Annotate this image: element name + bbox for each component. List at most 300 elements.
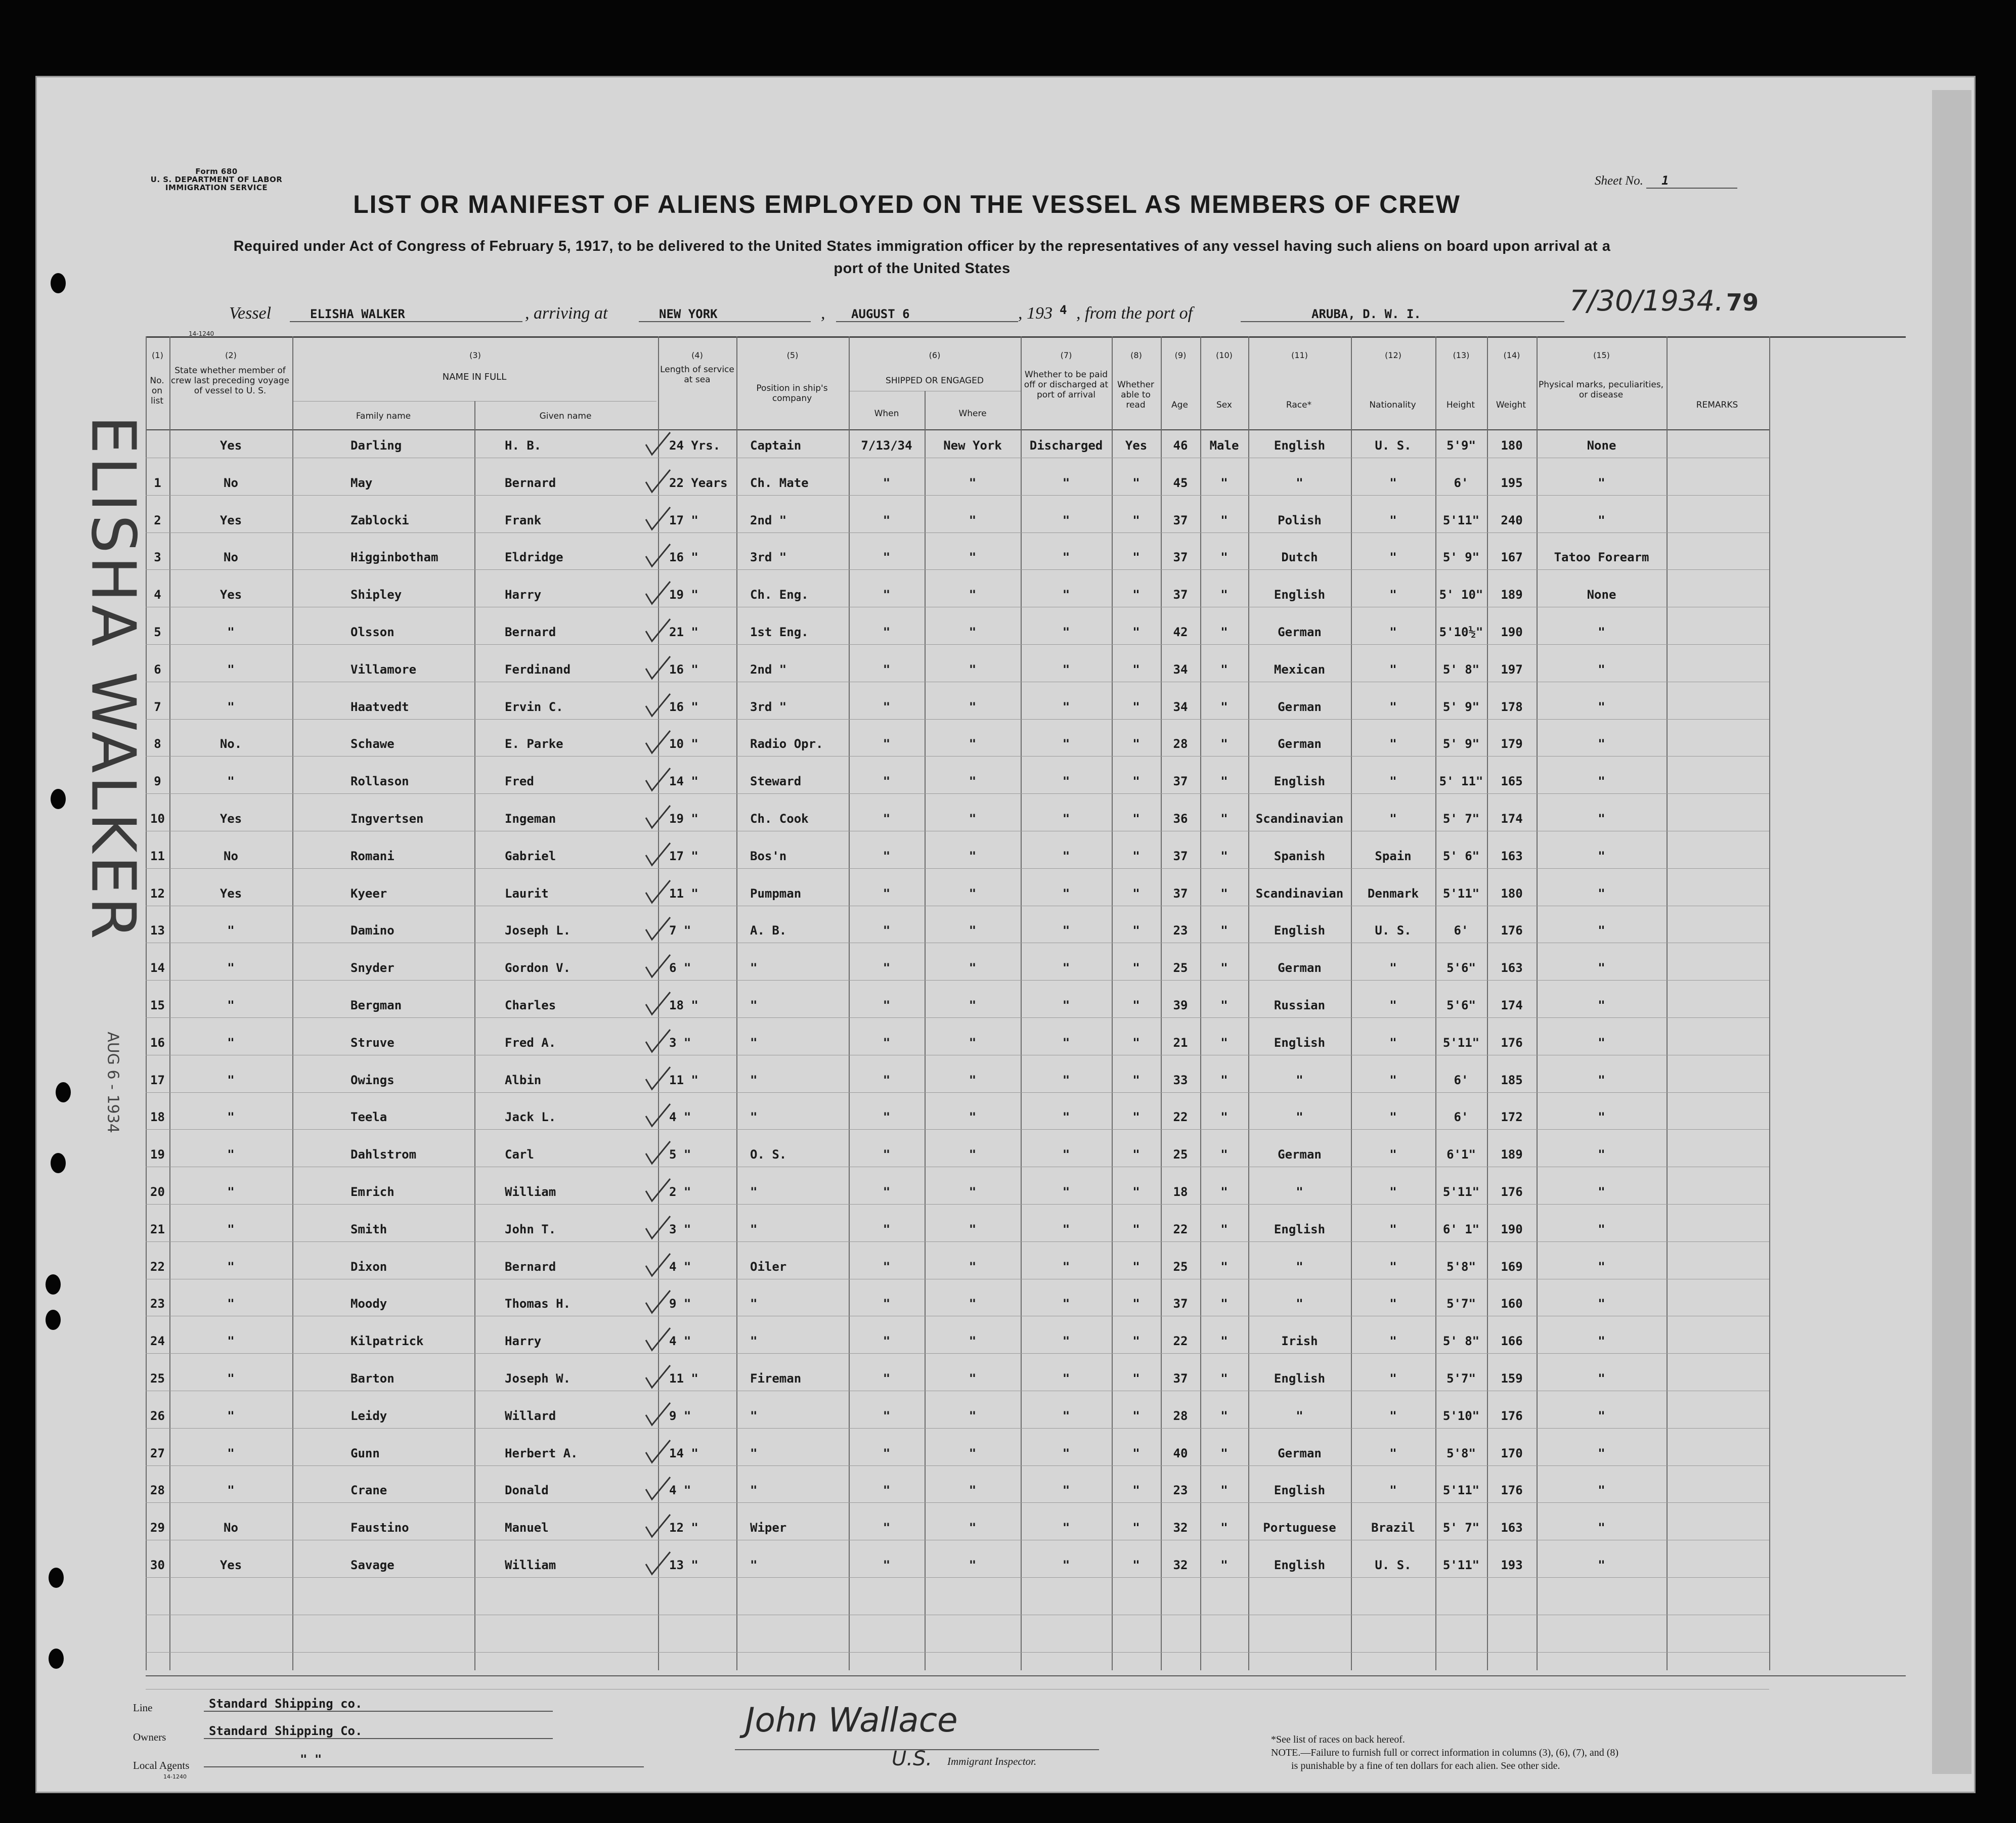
cell-able-to-read: ": [1132, 699, 1140, 714]
cell-family-name: Damino: [350, 923, 395, 938]
header-sex: Sex: [1216, 400, 1232, 410]
manifest-sheet: [35, 76, 1976, 1793]
cell-position: Pumpman: [750, 886, 802, 901]
cell-shipped-when: ": [883, 662, 891, 677]
cell-physical-marks: ": [1598, 1185, 1605, 1199]
cell-physical-marks: ": [1598, 998, 1605, 1012]
cell-paid-off: ": [1062, 849, 1070, 863]
cell-race: German: [1278, 699, 1322, 714]
row-line: [146, 495, 1769, 496]
cell-height: 5'11": [1442, 886, 1480, 901]
cell-row-number: 4: [154, 588, 161, 602]
cell-able-to-read: ": [1132, 886, 1140, 901]
cell-able-to-read: ": [1132, 998, 1140, 1012]
cell-position: 2nd ": [750, 662, 787, 677]
cell-shipped-when: ": [883, 588, 891, 602]
cell-row-number: 25: [150, 1371, 165, 1386]
cell-height: 5' 8": [1442, 1334, 1480, 1349]
cell-previous-voyage: ": [227, 1297, 235, 1311]
column-number: (11): [1291, 350, 1308, 360]
column-line: [1667, 336, 1668, 1670]
cell-sex: ": [1220, 1222, 1228, 1236]
cell-age: 28: [1173, 1408, 1188, 1423]
form-small-bottom: 14-1240: [163, 1773, 187, 1780]
cell-race: Scandinavian: [1255, 812, 1344, 826]
cell-family-name: Kilpatrick: [350, 1334, 424, 1349]
cell-position: Radio Opr.: [750, 737, 823, 751]
agents-label: Local Agents: [133, 1759, 190, 1771]
service-name: IMMIGRATION SERVICE: [165, 183, 268, 192]
cell-shipped-when: ": [883, 1371, 891, 1386]
cell-weight: 172: [1501, 1110, 1523, 1125]
cell-height: 5'7": [1447, 1297, 1476, 1311]
cell-position: Steward: [750, 774, 802, 789]
cell-race: German: [1278, 737, 1322, 751]
cell-position: Captain: [750, 438, 802, 453]
cell-family-name: Villamore: [350, 662, 417, 677]
cell-able-to-read: ": [1132, 1110, 1140, 1125]
cell-family-name: Smith: [350, 1222, 387, 1236]
cell-paid-off: ": [1062, 1483, 1070, 1498]
cell-previous-voyage: ": [227, 961, 235, 975]
cell-shipped-where: ": [969, 923, 977, 938]
cell-previous-voyage: Yes: [220, 438, 242, 453]
cell-age: 42: [1173, 625, 1188, 639]
cell-nationality: ": [1389, 961, 1397, 975]
cell-family-name: Haatvedt: [350, 699, 409, 714]
header-where: Where: [958, 409, 987, 419]
cell-height: 6': [1454, 923, 1469, 938]
cell-position: Ch. Mate: [750, 475, 809, 490]
cell-family-name: Darling: [350, 438, 402, 453]
cell-age: 28: [1173, 737, 1188, 751]
cell-family-name: Emrich: [350, 1185, 395, 1199]
cell-shipped-when: ": [883, 886, 891, 901]
cell-race: English: [1274, 1035, 1326, 1050]
cell-height: 5' 7": [1442, 1521, 1480, 1535]
column-line: [1769, 336, 1770, 1670]
cell-length-of-service: 4 ": [669, 1259, 691, 1274]
cell-position: 3rd ": [750, 699, 787, 714]
cell-sex: ": [1220, 1483, 1228, 1498]
header-no-on-list: No. on list: [150, 376, 164, 406]
inspector-signature: John Wallace: [745, 1701, 958, 1740]
cell-race: Dutch: [1281, 550, 1318, 565]
cell-shipped-when: ": [883, 1035, 891, 1050]
cell-nationality: ": [1389, 1408, 1397, 1423]
check-mark-icon: [643, 766, 672, 792]
cell-height: 5'8": [1447, 1259, 1476, 1274]
cell-able-to-read: ": [1132, 475, 1140, 490]
cell-length-of-service: 16 ": [669, 662, 698, 677]
cell-position: ": [750, 1558, 758, 1572]
cell-family-name: Struve: [350, 1035, 395, 1050]
cell-row-number: 5: [154, 625, 161, 639]
cell-length-of-service: 22 Years: [669, 475, 728, 490]
cell-age: 37: [1173, 513, 1188, 527]
cell-given-name: Frank: [505, 513, 542, 527]
cell-sex: ": [1220, 588, 1228, 602]
cell-given-name: Joseph W.: [505, 1371, 571, 1386]
cell-previous-voyage: Yes: [220, 812, 242, 826]
check-mark-icon: [643, 1326, 672, 1352]
cell-physical-marks: Tatoo Forearm: [1554, 550, 1649, 565]
cell-able-to-read: ": [1132, 923, 1140, 938]
check-mark-icon: [643, 580, 672, 606]
cell-height: 5' 10": [1439, 588, 1483, 602]
cell-position: Ch. Cook: [750, 812, 809, 826]
cell-age: 37: [1173, 550, 1188, 565]
cell-nationality: ": [1389, 1371, 1397, 1386]
cell-length-of-service: 2 ": [669, 1185, 691, 1199]
cell-age: 23: [1173, 1483, 1188, 1498]
cell-previous-voyage: ": [227, 1408, 235, 1423]
cell-height: 5' 9": [1442, 550, 1480, 565]
column-number: (3): [469, 350, 481, 360]
cell-paid-off: ": [1062, 1558, 1070, 1572]
cell-nationality: ": [1389, 1073, 1397, 1087]
page-title: LIST OR MANIFEST OF ALIENS EMPLOYED ON THE VESSEL AS MEMBERS OF CREW: [353, 190, 1461, 218]
cell-paid-off: ": [1062, 662, 1070, 677]
cell-given-name: Ervin C.: [505, 699, 563, 714]
cell-age: 36: [1173, 812, 1188, 826]
cell-sex: ": [1220, 1446, 1228, 1460]
margin-stamp-date: AUG 6 - 1934: [104, 1032, 122, 1133]
cell-sex: ": [1220, 812, 1228, 826]
row-line: [146, 1465, 1769, 1466]
cell-shipped-where: ": [969, 1483, 977, 1498]
inspector-prefix: U.S.: [892, 1747, 933, 1770]
cell-height: 5'10½": [1439, 625, 1483, 639]
cell-sex: ": [1220, 475, 1228, 490]
cell-given-name: Manuel: [505, 1521, 549, 1535]
cell-paid-off: ": [1062, 1222, 1070, 1236]
cell-previous-voyage: ": [227, 998, 235, 1012]
column-number: (12): [1385, 350, 1401, 360]
cell-physical-marks: None: [1587, 438, 1616, 453]
cell-weight: 180: [1501, 438, 1523, 453]
row-line: [146, 1017, 1769, 1018]
cell-physical-marks: None: [1587, 588, 1616, 602]
cell-previous-voyage: Yes: [220, 513, 242, 527]
cell-shipped-when: ": [883, 1334, 891, 1349]
cell-row-number: 2: [154, 513, 161, 527]
cell-nationality: ": [1389, 812, 1397, 826]
cell-physical-marks: ": [1598, 1259, 1605, 1274]
cell-sex: ": [1220, 1185, 1228, 1199]
cell-height: 5'11": [1442, 1558, 1480, 1572]
cell-row-number: 20: [150, 1185, 165, 1199]
cell-given-name: Laurit: [505, 886, 549, 901]
cell-age: 25: [1173, 1259, 1188, 1274]
cell-weight: 170: [1501, 1446, 1523, 1460]
line-label: Line: [133, 1702, 153, 1714]
cell-age: 23: [1173, 923, 1188, 938]
cell-family-name: Faustino: [350, 1521, 409, 1535]
cell-weight: 195: [1501, 475, 1523, 490]
cell-weight: 240: [1501, 513, 1523, 527]
cell-weight: 160: [1501, 1297, 1523, 1311]
cell-sex: ": [1220, 513, 1228, 527]
cell-shipped-where: ": [969, 886, 977, 901]
cell-nationality: ": [1389, 1334, 1397, 1349]
cell-sex: ": [1220, 1334, 1228, 1349]
check-mark-icon: [643, 1401, 672, 1427]
cell-paid-off: ": [1062, 774, 1070, 789]
cell-row-number: 11: [150, 849, 165, 863]
cell-position: ": [750, 998, 758, 1012]
cell-shipped-where: ": [969, 1521, 977, 1535]
cell-physical-marks: ": [1598, 1073, 1605, 1087]
cell-shipped-where: ": [969, 588, 977, 602]
cell-physical-marks: ": [1598, 849, 1605, 863]
cell-paid-off: ": [1062, 961, 1070, 975]
cell-row-number: 8: [154, 737, 161, 751]
cell-paid-off: ": [1062, 1521, 1070, 1535]
check-mark-icon: [643, 505, 672, 531]
header-race: Race*: [1286, 400, 1312, 410]
cell-previous-voyage: ": [227, 625, 235, 639]
cell-shipped-where: ": [969, 1408, 977, 1423]
column-number: (15): [1593, 350, 1610, 360]
cell-shipped-where: ": [969, 1035, 977, 1050]
cell-previous-voyage: ": [227, 923, 235, 938]
cell-race: ": [1296, 1408, 1303, 1423]
cell-nationality: ": [1389, 1483, 1397, 1498]
cell-nationality: Spain: [1375, 849, 1412, 863]
cell-able-to-read: ": [1132, 662, 1140, 677]
cell-paid-off: ": [1062, 1371, 1070, 1386]
cell-length-of-service: 4 ": [669, 1334, 691, 1349]
cell-physical-marks: ": [1598, 886, 1605, 901]
cell-age: 45: [1173, 475, 1188, 490]
cell-shipped-where: ": [969, 812, 977, 826]
cell-sex: ": [1220, 1110, 1228, 1125]
cell-row-number: 1: [154, 475, 161, 490]
cell-weight: 176: [1501, 1035, 1523, 1050]
cell-given-name: Bernard: [505, 475, 556, 490]
cell-row-number: 14: [150, 961, 165, 975]
column-number: (4): [691, 350, 703, 360]
year-suffix: 4: [1060, 303, 1067, 317]
cell-able-to-read: Yes: [1125, 438, 1148, 453]
cell-family-name: Kyeer: [350, 886, 387, 901]
cell-shipped-where: ": [969, 1110, 977, 1125]
check-mark-icon: [643, 1513, 672, 1539]
cell-weight: 165: [1501, 774, 1523, 789]
binder-hole: [51, 1153, 66, 1173]
cell-row-number: 23: [150, 1297, 165, 1311]
cell-previous-voyage: ": [227, 1147, 235, 1162]
cell-physical-marks: ": [1598, 1483, 1605, 1498]
cell-previous-voyage: No.: [220, 737, 242, 751]
cell-height: 5'7": [1447, 1371, 1476, 1386]
cell-row-number: 29: [150, 1521, 165, 1535]
cell-weight: 176: [1501, 1408, 1523, 1423]
cell-weight: 169: [1501, 1259, 1523, 1274]
check-mark-icon: [643, 990, 672, 1016]
page-edge: [1932, 90, 1971, 1774]
cell-height: 5'11": [1442, 1185, 1480, 1199]
cell-able-to-read: ": [1132, 1259, 1140, 1274]
cell-race: Portuguese: [1263, 1521, 1336, 1535]
cell-length-of-service: 14 ": [669, 774, 698, 789]
header-able-read: Whether able to read: [1117, 380, 1154, 410]
cell-sex: ": [1220, 774, 1228, 789]
cell-given-name: John T.: [505, 1222, 556, 1236]
column-number: (13): [1453, 350, 1470, 360]
cell-given-name: Joseph L.: [505, 923, 571, 938]
cell-paid-off: ": [1062, 1334, 1070, 1349]
cell-age: 37: [1173, 588, 1188, 602]
cell-given-name: Harry: [505, 1334, 542, 1349]
cell-length-of-service: 21 ": [669, 625, 698, 639]
cell-length-of-service: 3 ": [669, 1035, 691, 1050]
cell-shipped-when: ": [883, 1147, 891, 1162]
cell-race: English: [1274, 1222, 1326, 1236]
header-position: Position in ship's company: [756, 383, 828, 404]
footer-notes: [1271, 1733, 1777, 1772]
comma: ,: [821, 304, 825, 323]
arriving-label: , arriving at: [525, 304, 608, 323]
cell-height: 5' 7": [1442, 812, 1480, 826]
cell-physical-marks: ": [1598, 1521, 1605, 1535]
cell-family-name: May: [350, 475, 373, 490]
cell-race: English: [1274, 1558, 1326, 1572]
cell-paid-off: ": [1062, 1073, 1070, 1087]
cell-given-name: Ingeman: [505, 812, 556, 826]
cell-age: 32: [1173, 1521, 1188, 1535]
cell-height: 6'1": [1447, 1147, 1476, 1162]
check-mark-icon: [643, 1214, 672, 1240]
check-mark-icon: [643, 542, 672, 568]
cell-paid-off: ": [1062, 923, 1070, 938]
binder-hole: [51, 789, 66, 809]
cell-age: 40: [1173, 1446, 1188, 1460]
cell-weight: 185: [1501, 1073, 1523, 1087]
cell-shipped-where: ": [969, 1371, 977, 1386]
cell-family-name: Zablocki: [350, 513, 409, 527]
cell-physical-marks: ": [1598, 625, 1605, 639]
cell-position: ": [750, 1185, 758, 1199]
cell-shipped-where: ": [969, 1259, 977, 1274]
cell-sex: ": [1220, 961, 1228, 975]
header-given-name: Given name: [539, 411, 592, 421]
binder-hole: [51, 273, 66, 293]
cell-physical-marks: ": [1598, 1334, 1605, 1349]
cell-shipped-when: ": [883, 550, 891, 565]
cell-race: Mexican: [1274, 662, 1326, 677]
cell-age: 22: [1173, 1334, 1188, 1349]
margin-vessel-name: ELISHA WALKER: [77, 415, 148, 943]
cell-family-name: Teela: [350, 1110, 387, 1125]
row-line: [146, 569, 1769, 570]
cell-row-number: 7: [154, 699, 161, 714]
cell-nationality: ": [1389, 625, 1397, 639]
row-line: [146, 1353, 1769, 1354]
check-mark-icon: [643, 692, 672, 718]
cell-shipped-when: ": [883, 625, 891, 639]
cell-given-name: Harry: [505, 588, 542, 602]
row-line: [146, 1241, 1769, 1242]
cell-physical-marks: ": [1598, 662, 1605, 677]
cell-shipped-where: ": [969, 625, 977, 639]
cell-length-of-service: 4 ": [669, 1483, 691, 1498]
cell-weight: 174: [1501, 812, 1523, 826]
cell-given-name: Herbert A.: [505, 1446, 578, 1460]
inspector-label: Immigrant Inspector.: [947, 1755, 1037, 1767]
form-id-block: [138, 167, 295, 192]
check-mark-icon: [643, 654, 672, 681]
cell-position: Oiler: [750, 1259, 787, 1274]
cell-shipped-where: ": [969, 513, 977, 527]
cell-weight: 189: [1501, 1147, 1523, 1162]
cell-given-name: Gordon V.: [505, 961, 571, 975]
column-number: (10): [1216, 350, 1233, 360]
year-prefix: , 193: [1018, 304, 1053, 323]
cell-shipped-where: New York: [943, 438, 1002, 453]
cell-weight: 178: [1501, 699, 1523, 714]
cell-nationality: U. S.: [1375, 1558, 1412, 1572]
line-value: Standard Shipping co.: [204, 1697, 553, 1712]
sheet-number-block: [1595, 173, 1737, 189]
check-mark-icon: [643, 1475, 672, 1501]
cell-height: 6': [1454, 1110, 1469, 1125]
header-length-service: Length of service at sea: [660, 365, 734, 385]
cell-nationality: U. S.: [1375, 438, 1412, 453]
cell-row-number: 10: [150, 812, 165, 826]
cell-shipped-where: ": [969, 550, 977, 565]
cell-height: 5' 9": [1442, 699, 1480, 714]
cell-nationality: ": [1389, 588, 1397, 602]
cell-paid-off: ": [1062, 550, 1070, 565]
cell-row-number: 13: [150, 923, 165, 938]
header-divider: [146, 429, 1769, 430]
cell-able-to-read: ": [1132, 550, 1140, 565]
cell-row-number: 19: [150, 1147, 165, 1162]
cell-given-name: Fred: [505, 774, 534, 789]
cell-paid-off: ": [1062, 1297, 1070, 1311]
cell-height: 6' 1": [1442, 1222, 1480, 1236]
cell-previous-voyage: ": [227, 662, 235, 677]
cell-row-number: 27: [150, 1446, 165, 1460]
cell-weight: 159: [1501, 1371, 1523, 1386]
cell-shipped-when: ": [883, 1185, 891, 1199]
row-line: [146, 1092, 1769, 1093]
cell-previous-voyage: ": [227, 1334, 235, 1349]
cell-age: 37: [1173, 886, 1188, 901]
cell-length-of-service: 24 Yrs.: [669, 438, 721, 453]
cell-previous-voyage: ": [227, 699, 235, 714]
cell-able-to-read: ": [1132, 1334, 1140, 1349]
cell-shipped-when: ": [883, 1297, 891, 1311]
cell-given-name: William: [505, 1558, 556, 1572]
cell-race: German: [1278, 1446, 1322, 1460]
cell-shipped-where: ": [969, 849, 977, 863]
cell-physical-marks: ": [1598, 737, 1605, 751]
header-family-name: Family name: [356, 411, 411, 421]
cell-age: 39: [1173, 998, 1188, 1012]
cell-family-name: Owings: [350, 1073, 395, 1087]
cell-given-name: Fred A.: [505, 1035, 556, 1050]
column-number: (8): [1130, 350, 1142, 360]
from-port: ARUBA, D. W. I.: [1241, 307, 1564, 322]
cell-age: 34: [1173, 662, 1188, 677]
cell-previous-voyage: ": [227, 1446, 235, 1460]
cell-physical-marks: ": [1598, 513, 1605, 527]
cell-age: 32: [1173, 1558, 1188, 1572]
cell-weight: 180: [1501, 886, 1523, 901]
